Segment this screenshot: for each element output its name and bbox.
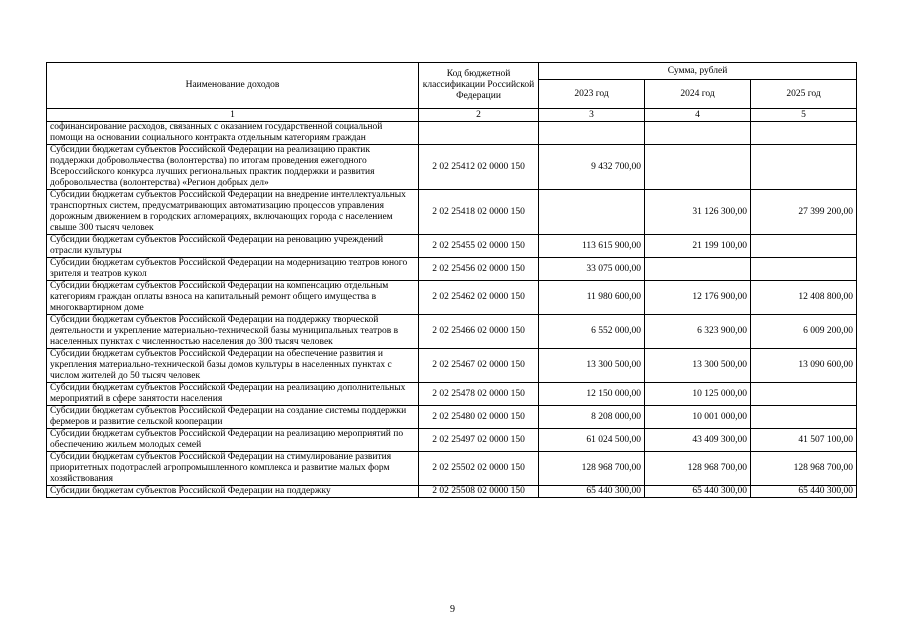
table-row bbox=[47, 190, 857, 235]
amount-2025-cell bbox=[751, 145, 857, 190]
amount-2023-cell: 33 075 000,00 bbox=[539, 258, 645, 281]
amount-2025-cell: 6 009 200,00 bbox=[751, 315, 857, 349]
amount-2025-cell: 128 968 700,00 bbox=[751, 452, 857, 486]
income-name-cell: Субсидии бюджетам субъектов Российской Федерации на реализацию практик поддержки добровольчества (волонтерства) по итогам проведения ежегодного Всероссийского конкурса лучших региональных практик поддержки и развития добровольчества (волонтерства) «Регион добрых дел» bbox=[47, 145, 419, 190]
amount-2024-cell: 43 409 300,00 bbox=[645, 429, 751, 452]
amount-2024-cell: 12 176 900,00 bbox=[645, 281, 751, 315]
amount-2024-cell bbox=[645, 258, 751, 281]
page-number: 9 bbox=[450, 604, 455, 615]
budget-code-cell: 2 02 25480 02 0000 150 bbox=[419, 406, 539, 429]
amount-2023-cell: 13 300 500,00 bbox=[539, 349, 645, 383]
budget-code-cell: 2 02 25462 02 0000 150 bbox=[419, 281, 539, 315]
column-number: 3 bbox=[539, 109, 645, 122]
table-row bbox=[47, 122, 857, 145]
budget-code-cell: 2 02 25497 02 0000 150 bbox=[419, 429, 539, 452]
amount-2024-cell: 10 125 000,00 bbox=[645, 383, 751, 406]
amount-2024-cell bbox=[645, 145, 751, 190]
budget-code-cell: 2 02 25467 02 0000 150 bbox=[419, 349, 539, 383]
table-row bbox=[47, 429, 857, 452]
amount-2023-cell: 61 024 500,00 bbox=[539, 429, 645, 452]
amount-2025-cell: 12 408 800,00 bbox=[751, 281, 857, 315]
table-row bbox=[47, 315, 857, 349]
amount-2025-cell bbox=[751, 258, 857, 281]
table-row bbox=[47, 452, 857, 486]
amount-2023-cell: 12 150 000,00 bbox=[539, 383, 645, 406]
amount-2024-cell bbox=[645, 122, 751, 145]
amount-2025-cell bbox=[751, 235, 857, 258]
amount-2023-cell: 11 980 600,00 bbox=[539, 281, 645, 315]
income-name-cell: Субсидии бюджетам субъектов Российской Федерации на обеспечение развития и укрепления материально-технической базы домов культуры в населенных пунктах с числом жителей до 50 тысяч человек bbox=[47, 349, 419, 383]
budget-code-cell: 2 02 25466 02 0000 150 bbox=[419, 315, 539, 349]
income-name-cell: Субсидии бюджетам субъектов Российской Федерации на поддержку творческой деятельности и укрепление материально-технической базы муниципальных театров в населенных пунктах с численностью населения до 300 тысяч человек bbox=[47, 315, 419, 349]
income-name-cell: Субсидии бюджетам субъектов Российской Федерации на модернизацию театров юного зрителя и театров кукол bbox=[47, 258, 419, 281]
amount-2023-cell: 9 432 700,00 bbox=[539, 145, 645, 190]
table-row bbox=[47, 486, 857, 498]
budget-code-cell: 2 02 25502 02 0000 150 bbox=[419, 452, 539, 486]
column-number: 1 bbox=[47, 109, 419, 122]
income-name-cell: Субсидии бюджетам субъектов Российской Федерации на реализацию мероприятий по обеспечению жильем молодых семей bbox=[47, 429, 419, 452]
header-year-2024: 2024 год bbox=[645, 80, 751, 109]
amount-2023-cell: 65 440 300,00 bbox=[539, 486, 645, 498]
budget-code-cell: 2 02 25455 02 0000 150 bbox=[419, 235, 539, 258]
income-name-cell: Субсидии бюджетам субъектов Российской Федерации на реновацию учреждений отрасли культуры bbox=[47, 235, 419, 258]
header-budget-code: Код бюджетной классификации Российской Федерации bbox=[419, 63, 539, 109]
header-sum: Сумма, рублей bbox=[539, 63, 857, 80]
amount-2023-cell bbox=[539, 190, 645, 235]
income-name-cell: Субсидии бюджетам субъектов Российской Федерации на создание системы поддержки фермеров и развитие сельской кооперации bbox=[47, 406, 419, 429]
amount-2023-cell: 128 968 700,00 bbox=[539, 452, 645, 486]
header-income-name: Наименование доходов bbox=[47, 63, 419, 109]
amount-2024-cell: 13 300 500,00 bbox=[645, 349, 751, 383]
budget-code-cell: 2 02 25508 02 0000 150 bbox=[419, 486, 539, 498]
amount-2024-cell: 6 323 900,00 bbox=[645, 315, 751, 349]
amount-2025-cell bbox=[751, 406, 857, 429]
table-row bbox=[47, 349, 857, 383]
column-number: 2 bbox=[419, 109, 539, 122]
amount-2024-cell: 65 440 300,00 bbox=[645, 486, 751, 498]
table-row bbox=[47, 383, 857, 406]
header-year-2025: 2025 год bbox=[751, 80, 857, 109]
table-row bbox=[47, 406, 857, 429]
column-number-row bbox=[47, 109, 857, 122]
column-number: 5 bbox=[751, 109, 857, 122]
amount-2025-cell bbox=[751, 122, 857, 145]
column-number: 4 bbox=[645, 109, 751, 122]
amount-2025-cell: 65 440 300,00 bbox=[751, 486, 857, 498]
budget-code-cell bbox=[419, 122, 539, 145]
table-row bbox=[47, 258, 857, 281]
income-name-cell: Субсидии бюджетам субъектов Российской Федерации на поддержку bbox=[47, 486, 419, 498]
amount-2025-cell: 41 507 100,00 bbox=[751, 429, 857, 452]
amount-2023-cell: 6 552 000,00 bbox=[539, 315, 645, 349]
amount-2025-cell: 13 090 600,00 bbox=[751, 349, 857, 383]
table-row bbox=[47, 145, 857, 190]
table-row bbox=[47, 281, 857, 315]
budget-code-cell: 2 02 25456 02 0000 150 bbox=[419, 258, 539, 281]
amount-2025-cell: 27 399 200,00 bbox=[751, 190, 857, 235]
amount-2024-cell: 10 001 000,00 bbox=[645, 406, 751, 429]
amount-2023-cell bbox=[539, 122, 645, 145]
amount-2025-cell bbox=[751, 383, 857, 406]
income-name-cell: софинансирование расходов, связанных с оказанием государственной социальной помощи на основании социального контракта отдельным категориям граждан bbox=[47, 122, 419, 145]
income-name-cell: Субсидии бюджетам субъектов Российской Федерации на реализацию дополнительных мероприятий в сфере занятости населения bbox=[47, 383, 419, 406]
amount-2024-cell: 21 199 100,00 bbox=[645, 235, 751, 258]
income-name-cell: Субсидии бюджетам субъектов Российской Федерации на стимулирование развития приоритетных подотраслей агропромышленного комплекса и развитие малых форм хозяйствования bbox=[47, 452, 419, 486]
header-year-2023: 2023 год bbox=[539, 80, 645, 109]
amount-2024-cell: 128 968 700,00 bbox=[645, 452, 751, 486]
income-name-cell: Субсидии бюджетам субъектов Российской Федерации на компенсацию отдельным категориям граждан оплаты взноса на капитальный ремонт общего имущества в многоквартирном доме bbox=[47, 281, 419, 315]
amount-2023-cell: 113 615 900,00 bbox=[539, 235, 645, 258]
table-row bbox=[47, 235, 857, 258]
budget-code-cell: 2 02 25418 02 0000 150 bbox=[419, 190, 539, 235]
income-name-cell: Субсидии бюджетам субъектов Российской Федерации на внедрение интеллектуальных транспортных систем, предусматривающих автоматизацию процессов управления дорожным движением в городских агломерациях, включающих города с населением свыше 300 тысяч человек bbox=[47, 190, 419, 235]
revenue-table bbox=[46, 62, 857, 498]
amount-2024-cell: 31 126 300,00 bbox=[645, 190, 751, 235]
budget-code-cell: 2 02 25478 02 0000 150 bbox=[419, 383, 539, 406]
amount-2023-cell: 8 208 000,00 bbox=[539, 406, 645, 429]
budget-code-cell: 2 02 25412 02 0000 150 bbox=[419, 145, 539, 190]
